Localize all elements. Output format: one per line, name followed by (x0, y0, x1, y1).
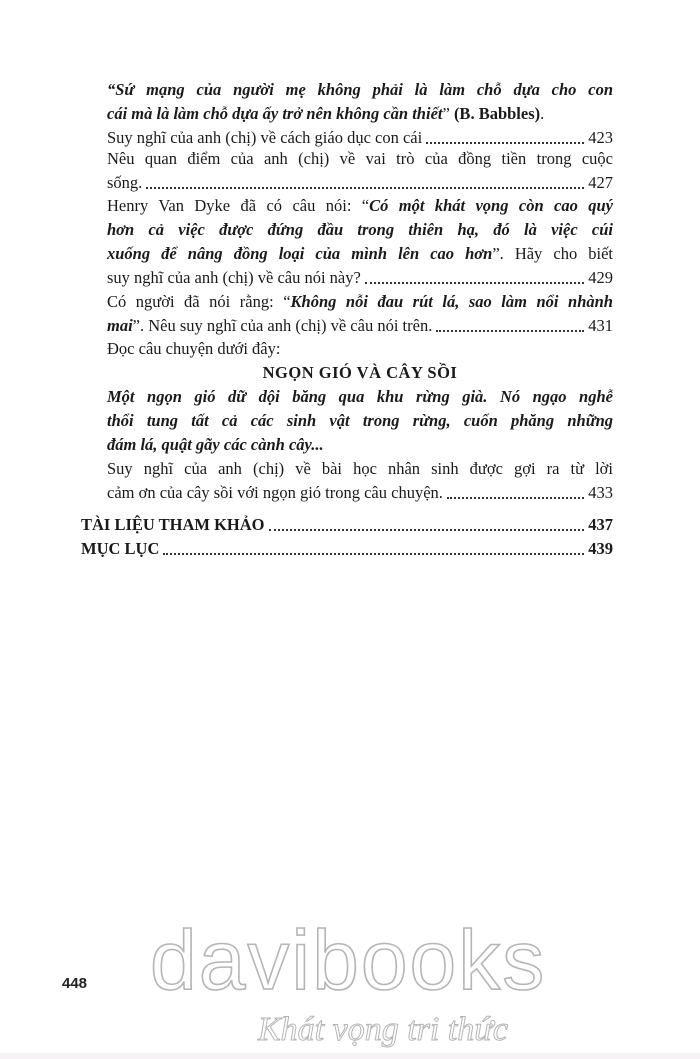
toc-entry-4: Có người đã nói rằng: “Không nỗi đau rút lá, sao làm nổi nhành mai”. Nêu suy nghĩ của anh (chị) về câu nói trên. 431 (107, 290, 613, 338)
page-ref: 423 (588, 128, 613, 147)
toc-leader-line: suy nghĩ của anh (chị) về câu nói này? 429 (107, 266, 613, 290)
story-title: NGỌN GIÓ VÀ CÂY SỒI (262, 363, 458, 382)
toc-entry-1 (107, 78, 613, 150)
page-ref: 429 (588, 268, 613, 287)
page-number: 448 (62, 975, 88, 992)
toc-leader-line: mai”. Nêu suy nghĩ của anh (chị) về câu nói trên. 431 (107, 314, 613, 338)
toc-entry-3: Henry Van Dyke đã có câu nói: “Có một khát vọng còn cao quý hơn cả việc được đứng đầu trong thiên hạ, đó là việc cúi xuống để nâng đồng loại của mình lên cao hơn”. Hãy cho biết suy nghĩ của anh (chị) về câu nói này? 429 (107, 194, 613, 290)
toc-major-contents: MỤC LỤC 439 (81, 537, 613, 561)
page-edge (0, 1053, 700, 1059)
toc-leader-line: sống. 427 (107, 171, 613, 195)
toc-leader-line: Suy nghĩ của anh (chị) về cách giáo dục con cái 423 (107, 126, 613, 150)
toc-entry-2: Nêu quan điểm của anh (chị) về vai trò của đồng tiền trong cuộc sống. 427 (107, 147, 613, 195)
quote-line: “Sứ mạng của người mẹ không phải là làm chỗ dựa cho con (107, 80, 613, 99)
page-ref: 439 (588, 539, 613, 558)
toc-major-references: TÀI LIỆU THAM KHẢO 437 (81, 513, 613, 537)
page-ref: 433 (588, 483, 613, 502)
page-ref: 437 (588, 515, 613, 534)
toc-entry-5: Đọc câu chuyện dưới đây: NGỌN GIÓ VÀ CÂY SỒI Một ngọn gió dữ dội băng qua khu rừng già. Nó ngạo nghễ thổi tung tất cả các sinh vật trong rừng, cuốn phăng những đám lá, quật gãy các cành cây... Suy nghĩ của anh (chị) về bài học nhân sinh được gợi ra từ lời cảm ơn của cây sồi với ngọn gió trong câu chuyện. 433 (107, 337, 613, 505)
watermark-logo: davibooks (150, 913, 547, 1007)
page-ref: 431 (588, 316, 613, 335)
quote-line: cái mà là làm chỗ dựa ấy trở nên không cần thiết” (B. Babbles). (107, 104, 545, 123)
toc-leader-line: cảm ơn của cây sồi với ngọn gió trong câu chuyện. 433 (107, 481, 613, 505)
page-ref: 427 (588, 173, 613, 192)
quote-author: (B. Babbles) (453, 104, 541, 123)
watermark-slogan: Khát vọng tri thức (258, 1011, 508, 1048)
